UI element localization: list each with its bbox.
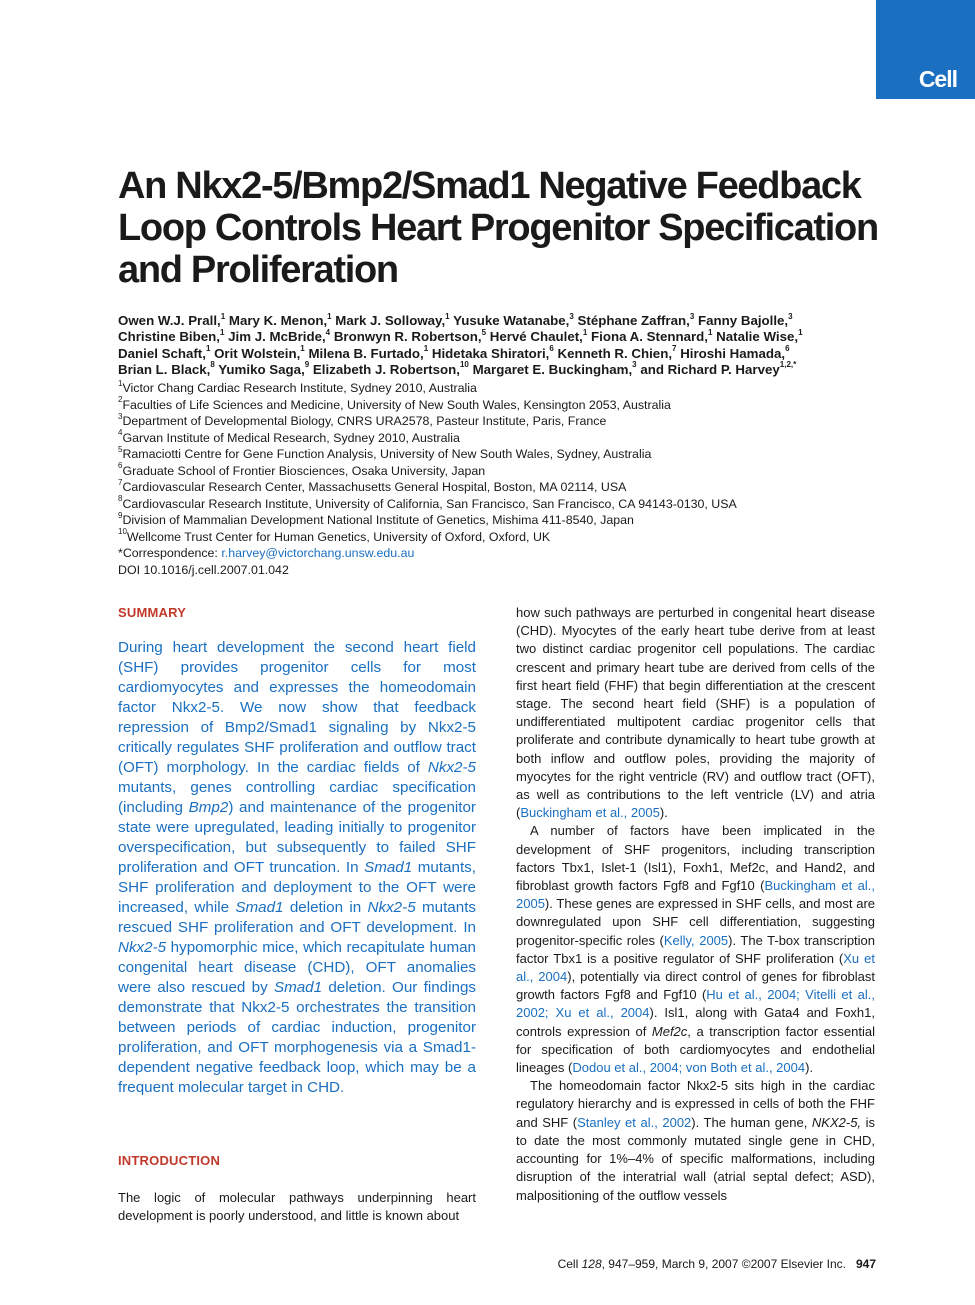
article-title: An Nkx2-5/Bmp2/Smad1 Negative Feedback Loop Controls Heart Progenitor Specification and Proliferation (118, 165, 878, 291)
doi: DOI 10.1016/j.cell.2007.01.042 (118, 562, 289, 577)
citation-link[interactable]: Xu et al., 2004 (516, 950, 875, 985)
affiliation: $^{10}$Wellcome Trust Center for Human Genetics, University of Oxford, Oxford, UK (118, 527, 551, 544)
affiliation: $^7$Cardiovascular Research Center, Massachusetts General Hospital, Boston, MA 02114, USA (118, 477, 627, 494)
affiliation: $^9$Division of Mammalian Development National Institute of Genetics, Mishima 411-8540, Japan (118, 510, 634, 527)
author-name: Margaret E. Buckingham,$^3$ (472, 360, 637, 377)
author-name: Mark J. Solloway,$^1$ (335, 311, 450, 328)
journal-logo (876, 0, 975, 99)
paragraph: how such pathways are perturbed in congenital heart disease (CHD). Myocytes of the early heart tube derive from at least two distinct cardiac progenitor cell populations. The cardiac crescent and primary heart tube are derived from cells of the first heart field (FHF) that begin differentiation at the crescent stage. The second heart field (SHF) is a population of undifferentiated multipotent cardiac progenitor cells that proliferate and contribute dynamically to heart tube growth at both inflow and outflow poles, providing the majority of myocytes for the right ventricle (RV) and outflow tract (OFT), as well as contributions to the left ventricle (LV) and atria (Buckingham et al., 2005). (516, 605, 875, 821)
introduction-text: The logic of molecular pathways underpinning heart development is poorly understood, and little is known about (118, 1190, 476, 1223)
affiliation: $^4$Garvan Institute of Medical Research, Sydney 2010, Australia (118, 428, 460, 445)
introduction-heading: INTRODUCTION (118, 1153, 221, 1168)
affiliation: $^8$Cardiovascular Research Institute, University of California, San Francisco, San Francisco, CA 94143-0130, USA (118, 494, 737, 511)
author-name: Hiroshi Hamada,$^6$ (680, 344, 790, 361)
affiliation: $^2$Faculties of Life Sciences and Medicine, University of New South Wales, Kensington 2053, Australia (118, 395, 671, 412)
affiliation: $^6$Graduate School of Frontier Biosciences, Osaka University, Japan (118, 461, 486, 478)
author-name: Christine Biben,$^1$ (118, 327, 225, 345)
author-name: Hidetaka Shiratori,$^6$ (431, 344, 554, 361)
affiliation: $^5$Ramaciotti Centre for Gene Function Analysis, University of New South Wales, Sydney, Australia (118, 444, 652, 461)
author-name: Natalie Wise,$^1$ (716, 327, 803, 345)
author-name: Hervé Chaulet,$^1$ (489, 327, 588, 345)
author-name: Owen W.J. Prall,$^1$ (118, 311, 226, 328)
author-name: Bronwyn R. Robertson,$^5$ (333, 327, 487, 345)
author-name: Daniel Schaft,$^1$ (118, 344, 211, 361)
author-name: Milena B. Furtado,$^1$ (308, 344, 429, 361)
page-number: 947 (855, 1257, 876, 1271)
citation-link[interactable]: Buckingham et al., 2005 (520, 805, 660, 821)
affiliation: $^3$Department of Developmental Biology, CNRS URA2578, Pasteur Institute, Paris, France (118, 411, 607, 428)
journal-name: Cell (918, 66, 957, 92)
summary-heading: SUMMARY (118, 605, 187, 620)
affiliation: $^1$Victor Chang Cardiac Research Institute, Sydney 2010, Australia (118, 378, 477, 395)
affiliation-list (118, 380, 898, 545)
author-name: Stéphane Zaffran,$^3$ (577, 311, 695, 328)
page-footer (558, 1257, 876, 1271)
author-list (118, 313, 888, 378)
paragraph: The homeodomain factor Nkx2-5 sits high in the cardiac regulatory hierarchy and is expressed in cells of both the FHF and SHF (Stanley et al., 2002). The human gene, NKX2-5, is to date the most commonly mutated single gene in CHD, accounting for 1%–4% of specific malformations, including disruption of the interatrial wall (atrial septal defect; ASD), malpositioning of the outflow vessels (516, 1078, 875, 1203)
citation-link[interactable]: Hu et al., 2004; Vitelli et al., 2002; Xu et al., 2004 (516, 987, 875, 1021)
author-name: Yumiko Saga,$^9$ (218, 360, 310, 377)
author-name: Kenneth R. Chien,$^7$ (557, 344, 677, 361)
citation-link[interactable]: Kelly, 2005 (663, 932, 729, 948)
citation-link[interactable]: Buckingham et al., 2005 (516, 878, 875, 912)
paragraph: A number of factors have been implicated in the development of SHF progenitors, including transcription factors Tbx1, Islet-1 (Isl1), Foxh1, Mef2c, and Hand2, and fibroblast growth factors Fgf8 and Fgf10 (Buckingham et al., 2005). These genes are expressed in SHF cells, and most are downregulated upon SHF cell differentiation, suggesting progenitor-specific roles (Kelly, 2005). The T-box transcription factor Tbx1 is a positive regulator of SHF proliferation (Xu et al., 2004), potentially via direct control of genes for fibroblast growth factors Fgf8 and Fgf10 (Hu et al., 2004; Vitelli et al., 2002; Xu et al., 2004). Isl1, along with Gata4 and Foxh1, controls expression of Mef2c, a transcription factor essential for specification of both cardiomyocytes and endothelial lineages (Dodou et al., 2004; von Both et al., 2004). (516, 823, 876, 1076)
affiliations (118, 380, 898, 578)
author-name: Jim J. McBride,$^4$ (228, 327, 331, 345)
author-name: Brian L. Black,$^8$ (118, 360, 215, 377)
correspondence: *Correspondence: r.harvey@victorchang.unsw.edu.au (118, 546, 415, 560)
citation-link[interactable]: Dodou et al., 2004; von Both et al., 2004 (572, 1060, 806, 1076)
author-name: Elizabeth J. Robertson,$^{10}$ (312, 360, 469, 377)
author-name: Orit Wolstein,$^1$ (214, 344, 305, 361)
author-name: Fanny Bajolle,$^3$ (697, 311, 793, 328)
footer-citation: Cell 128, 947–959, March 9, 2007 ©2007 Elsevier Inc. (557, 1257, 846, 1271)
author-name: Mary K. Menon,$^1$ (228, 311, 332, 328)
author-name: Fiona A. Stennard,$^1$ (591, 327, 713, 345)
author-name: and Richard P. Harvey$^{1,2,*}$ (640, 360, 797, 377)
right-column (516, 604, 875, 1205)
summary-text: During heart development the second heart field (SHF) provides progenitor cells for most cardiomyocytes and expresses the homeodomain factor Nkx2-5. We now show that feedback repression of Bmp2/Smad1 signaling by Nkx2-5 critically regulates SHF proliferation and outflow tract (OFT) morphology. In the cardiac fields of Nkx2-5 mutants, genes controlling cardiac specification (including Bmp2) and maintenance of the progenitor state were upregulated, leading initially to progenitor overspecification, but subsequently to failed SHF proliferation and OFT truncation. In Smad1 mutants, SHF proliferation and deployment to the OFT were increased, while Smad1 deletion in Nkx2-5 mutants rescued SHF proliferation and OFT development. In Nkx2-5 hypomorphic mice, which recapitulate human congenital heart disease (CHD), OFT anomalies were also rescued by Smad1 deletion. Our findings demonstrate that Nkx2-5 orchestrates the transition between periods of cardiac induction, progenitor proliferation, and OFT morphogenesis via a Smad1-dependent negative feedback loop, which may be a frequent molecular target in CHD. (118, 639, 477, 1096)
citation-link[interactable]: Stanley et al., 2002 (577, 1114, 692, 1130)
author-name: Yusuke Watanabe,$^3$ (453, 311, 574, 328)
email-link[interactable]: r.harvey@victorchang.unsw.edu.au (221, 546, 415, 560)
